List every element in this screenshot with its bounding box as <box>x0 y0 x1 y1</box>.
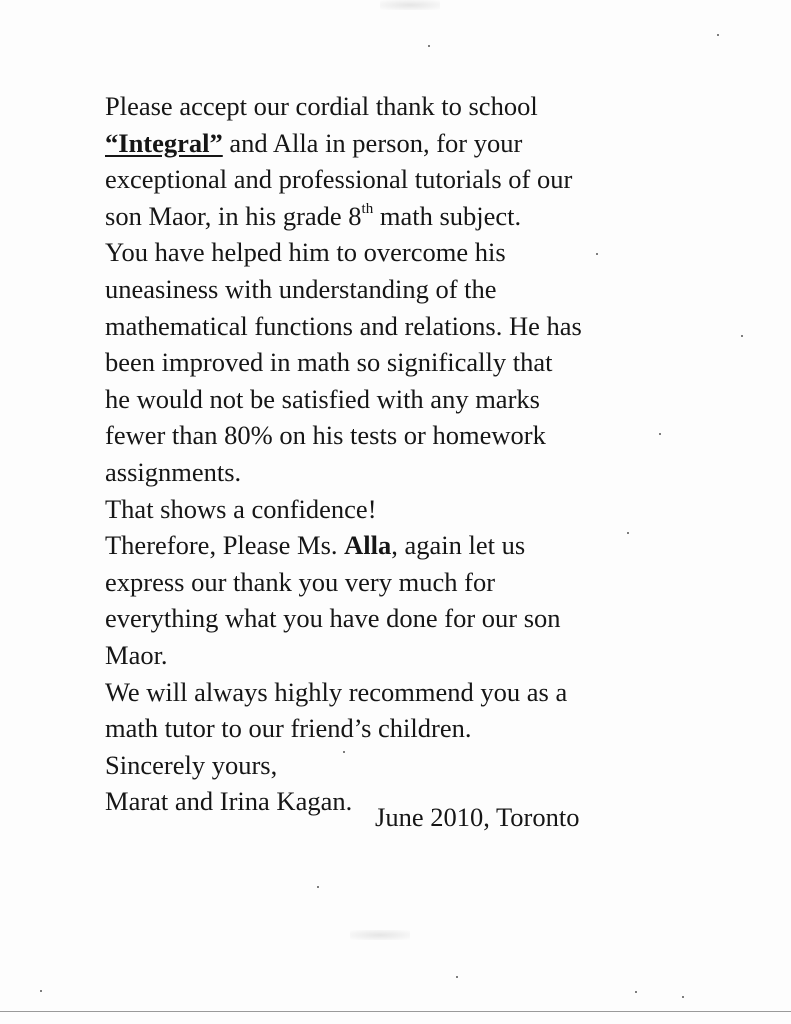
letter-line <box>105 125 725 162</box>
closing-line: Sincerely yours, <box>105 749 278 780</box>
date-place: June 2010, Toronto <box>375 802 580 832</box>
letter-line <box>105 198 725 235</box>
scan-speck <box>343 751 345 753</box>
scan-speck <box>596 253 598 255</box>
letter-line: fewer than 80% on his tests or homework <box>105 420 546 451</box>
letter-line: math tutor to our friend’s children. <box>105 713 472 744</box>
letter-line: he would not be satisfied with any marks <box>105 383 540 414</box>
scan-speck <box>717 34 719 36</box>
letter-line: Please accept our cordial thank to school <box>105 91 538 121</box>
school-name: “Integral” <box>105 127 223 158</box>
letter-line: uneasiness with understanding of the <box>105 273 497 304</box>
scan-speck <box>627 532 629 534</box>
letter-line: That shows a confidence! <box>105 493 377 524</box>
letter-body <box>105 88 725 820</box>
letter-line-text: math subject. <box>373 200 522 231</box>
letter-line: mathematical functions and relations. He has <box>105 310 582 341</box>
letter-line: been improved in math so significally that <box>105 347 553 378</box>
scan-speck <box>741 335 743 337</box>
scan-smudge <box>350 930 410 940</box>
letter-line: You have helped him to overcome his <box>105 237 506 268</box>
scan-speck <box>456 976 458 978</box>
letter-line: Maor. <box>105 639 168 670</box>
scan-speck <box>682 996 684 998</box>
page-bottom-edge <box>0 1011 791 1012</box>
letter-line <box>105 527 725 564</box>
letter-line: We will always highly recommend you as a <box>105 676 568 707</box>
letter-line-text: and Alla in person, for your <box>222 127 523 158</box>
scan-speck <box>428 45 430 47</box>
ordinal-suffix: th <box>361 200 374 217</box>
letter-line: assignments. <box>105 456 242 487</box>
signature-line: Marat and Irina Kagan. <box>105 786 353 817</box>
letter-line: express our thank you very much for <box>105 566 496 597</box>
letter-line: everything what you have done for our son <box>105 603 561 634</box>
scan-speck <box>635 991 637 993</box>
letter-line-text: Therefore, Please Ms. <box>105 530 345 561</box>
letter-line-text: , again let us <box>391 530 526 561</box>
scan-speck <box>317 886 319 888</box>
letter-line: exceptional and professional tutorials of our <box>105 164 573 195</box>
letter-line-text: son Maor, in his grade 8 <box>105 200 362 231</box>
scan-speck <box>659 433 661 435</box>
scan-speck <box>40 990 42 992</box>
scan-smudge <box>380 0 440 10</box>
tutor-name: Alla <box>344 530 392 561</box>
